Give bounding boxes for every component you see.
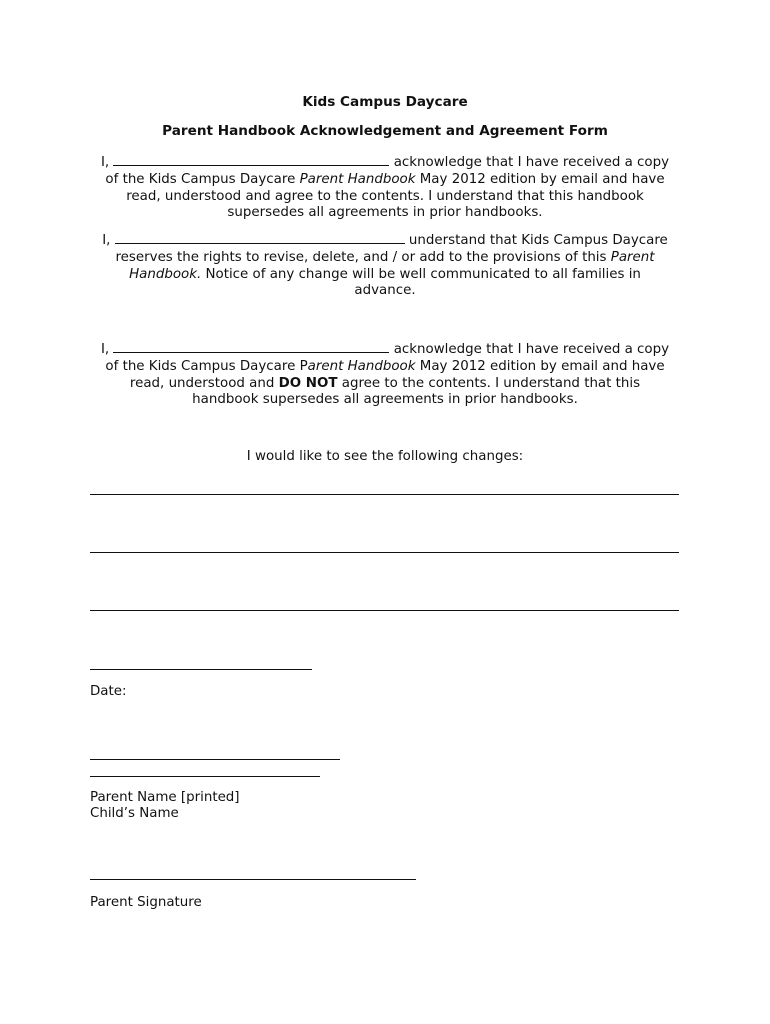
date-line[interactable] [90,669,312,670]
disagreement-paragraph [90,340,680,409]
name-blank[interactable] [115,231,405,244]
org-name: Kids Campus Daycare [302,94,468,110]
paragraph-line: of the Kids Campus Daycare Parent Handbook May 2012 edition by email and have [105,171,665,187]
form-title: Parent Handbook Acknowledgement and Agreement Form [162,123,608,139]
paragraph-line: read, understood and agree to the contents. I understand that this handbook [126,188,644,204]
paragraph-line: I, understand that Kids Campus Daycare [102,233,668,248]
name-blank[interactable] [113,340,389,353]
parent-signature-label: Parent Signature [90,895,202,910]
paragraph-line: read, understood and DO NOT agree to the contents. I understand that this [129,375,641,391]
child-name-label: Child’s Name [90,806,179,821]
paragraph-line: advance. [354,283,416,299]
agreement-paragraph [90,153,680,222]
changes-prompt: I would like to see the following changes: [246,449,524,464]
child-name-line[interactable] [90,776,320,777]
parent-name-line[interactable] [90,759,340,760]
paragraph-line: I, acknowledge that I have received a copy [100,342,670,357]
paragraph-line: of the Kids Campus Daycare Parent Handbook May 2012 edition by email and have [105,358,665,374]
change-line-1[interactable] [90,494,679,495]
date-label: Date: [90,684,127,699]
paragraph-line: I, acknowledge that I have received a copy [100,155,670,170]
parent-name-label: Parent Name [printed] [90,790,240,805]
paragraph-line: reserves the rights to revise, delete, and / or add to the provisions of this Parent [115,249,655,265]
paragraph-line: handbook supersedes all agreements in prior handbooks. [192,392,578,408]
paragraph-line: Handbook. Notice of any change will be well communicated to all families in [129,266,641,282]
name-blank[interactable] [113,153,389,166]
change-line-3[interactable] [90,610,679,611]
parent-signature-line[interactable] [90,879,416,880]
change-line-2[interactable] [90,552,679,553]
revision-paragraph [90,231,680,300]
paragraph-line: supersedes all agreements in prior handbooks. [227,205,543,221]
